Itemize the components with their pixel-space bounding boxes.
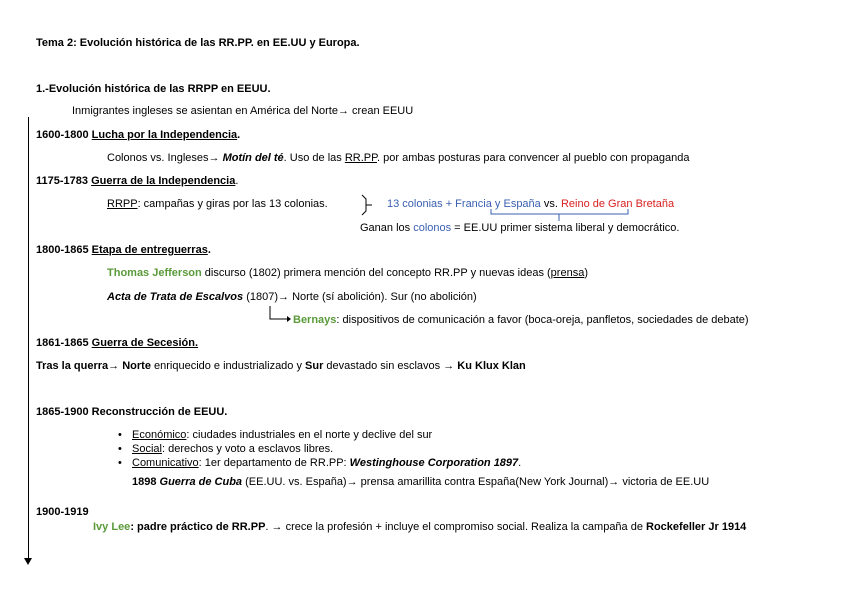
period-1900-heading: 1900-1919 — [36, 506, 89, 518]
arrow-icon: → — [271, 521, 283, 533]
detail-text: ) — [584, 267, 588, 279]
detail-text: victoria de EE.UU — [619, 476, 710, 488]
intro-text: Inmigrantes ingleses se asientan en América del Norte — [72, 105, 338, 117]
period-years: 1175-1783 — [36, 175, 92, 187]
list-item — [118, 442, 521, 456]
arrow-icon: → — [208, 152, 220, 164]
detail-bold: : padre práctico de RR.PP — [130, 521, 266, 533]
detail-text: discurso (1802) primera mención del concepto RR.PP y nuevas ideas ( — [201, 267, 551, 279]
detail-text: Norte (sí abolición). Sur (no abolición) — [289, 291, 477, 303]
result-text-end: = EE.UU primer sistema liberal y democrático. — [451, 222, 680, 234]
detail-text: devastado sin esclavos — [323, 360, 444, 372]
item-label: Económico — [132, 429, 187, 441]
period-1865-heading: 1865-1900 Reconstrucción de EEUU. — [36, 406, 228, 418]
intro-text-end: crean EEUU — [348, 105, 414, 117]
document-title: Tema 2: Evolución histórica de las RR.PP. en EE.UU y Europa. — [36, 37, 360, 49]
result-colonos: colonos — [413, 222, 452, 234]
list-item — [118, 428, 521, 442]
detail-text: : campañas y giras por las 13 colonias. — [137, 198, 328, 210]
result-text: Ganan los — [360, 222, 414, 234]
detail-bold: Rockefeller Jr 1914 — [646, 521, 747, 533]
detail-bold: Sur — [305, 360, 324, 372]
jefferson-line — [107, 266, 588, 280]
detail-text: . por ambas posturas para convencer al pueblo con propaganda — [377, 152, 690, 164]
item-label: Comunicativo — [132, 457, 199, 469]
arrow-icon: → — [337, 105, 349, 117]
detail-text: enriquecido e industrializado y — [150, 360, 306, 372]
detail-bold: Ku Klux Klan — [454, 360, 526, 372]
section-heading: 1.-Evolución histórica de las RRPP en EEUU. — [36, 83, 271, 95]
period-years: 1600-1800 — [36, 129, 92, 141]
arrow-icon: → — [443, 360, 455, 372]
cuba-title: Guerra de Cuba — [159, 476, 243, 488]
item-label: Social — [132, 443, 162, 455]
acta-line — [107, 290, 477, 304]
detail-text: . — [265, 521, 272, 533]
detail-text: (EE.UU. vs. España) — [242, 476, 347, 488]
item-text: : 1er departamento de RR.PP: — [198, 457, 350, 469]
detail-bold: Norte — [119, 360, 151, 372]
detail-underline: RR.PP — [344, 152, 378, 164]
detail-text: Colonos vs. Ingleses — [107, 152, 209, 164]
detail-underline: RRPP — [107, 198, 138, 210]
period-1861-heading — [36, 336, 198, 350]
detail-text: . Uso de las — [283, 152, 345, 164]
detail-underline: prensa — [550, 267, 585, 279]
arrow-icon: → — [108, 360, 120, 372]
period-years: 1861-1865 — [36, 337, 92, 349]
arrow-icon: → — [278, 291, 290, 303]
period-years: 1800-1865 — [36, 244, 92, 256]
person-name: Thomas Jefferson — [107, 267, 202, 279]
arrow-icon: → — [346, 476, 358, 488]
arrow-icon: → — [608, 476, 620, 488]
period-dot: . — [207, 244, 211, 256]
bernays-line — [293, 313, 749, 327]
person-name: Ivy Lee — [93, 521, 131, 533]
ivy-lee-line — [93, 520, 746, 534]
period-dot: . — [237, 129, 241, 141]
person-name: Bernays — [293, 314, 337, 326]
period-title: Guerra de Secesión. — [91, 337, 199, 349]
item-text: : ciudades industriales en el norte y declive del sur — [186, 429, 433, 441]
item-text: : derechos y voto a esclavos libres. — [161, 443, 334, 455]
period-1861-detail — [36, 359, 526, 373]
cuba-line — [132, 475, 709, 489]
detail-text: (1807) — [243, 291, 279, 303]
item-text: . — [518, 457, 522, 469]
period-dot: . — [235, 175, 239, 187]
opponent-text: Reino de Gran Bretaña — [560, 198, 675, 210]
detail-bold: Tras la querra — [36, 360, 109, 372]
coalition-text: 13 colonias + Francia y España — [387, 198, 541, 210]
versus-text: vs. — [540, 198, 561, 210]
list-item — [118, 456, 521, 470]
detail-text: crece la profesión + incluye el compromiso social. Realiza la campaña de — [282, 521, 647, 533]
detail-text: prensa amarillita contra España(New York Journal) — [357, 476, 609, 488]
reconstruction-list — [118, 428, 521, 470]
act-title: Acta de Trata de Escalvos — [107, 291, 244, 303]
detail-emphasis: Motín del té — [222, 152, 284, 164]
detail-text: : dispositivos de comunicación a favor (boca-oreja, panfletos, sociedades de debate) — [336, 314, 749, 326]
period-1800-heading — [36, 243, 211, 257]
item-emphasis: Westinghouse Corporation 1897 — [349, 457, 519, 469]
cuba-year: 1898 — [132, 476, 160, 488]
period-title: Etapa de entreguerras — [91, 244, 208, 256]
period-title: Lucha por la Independencia — [91, 129, 238, 141]
period-title: Guerra de la Independencia — [91, 175, 236, 187]
